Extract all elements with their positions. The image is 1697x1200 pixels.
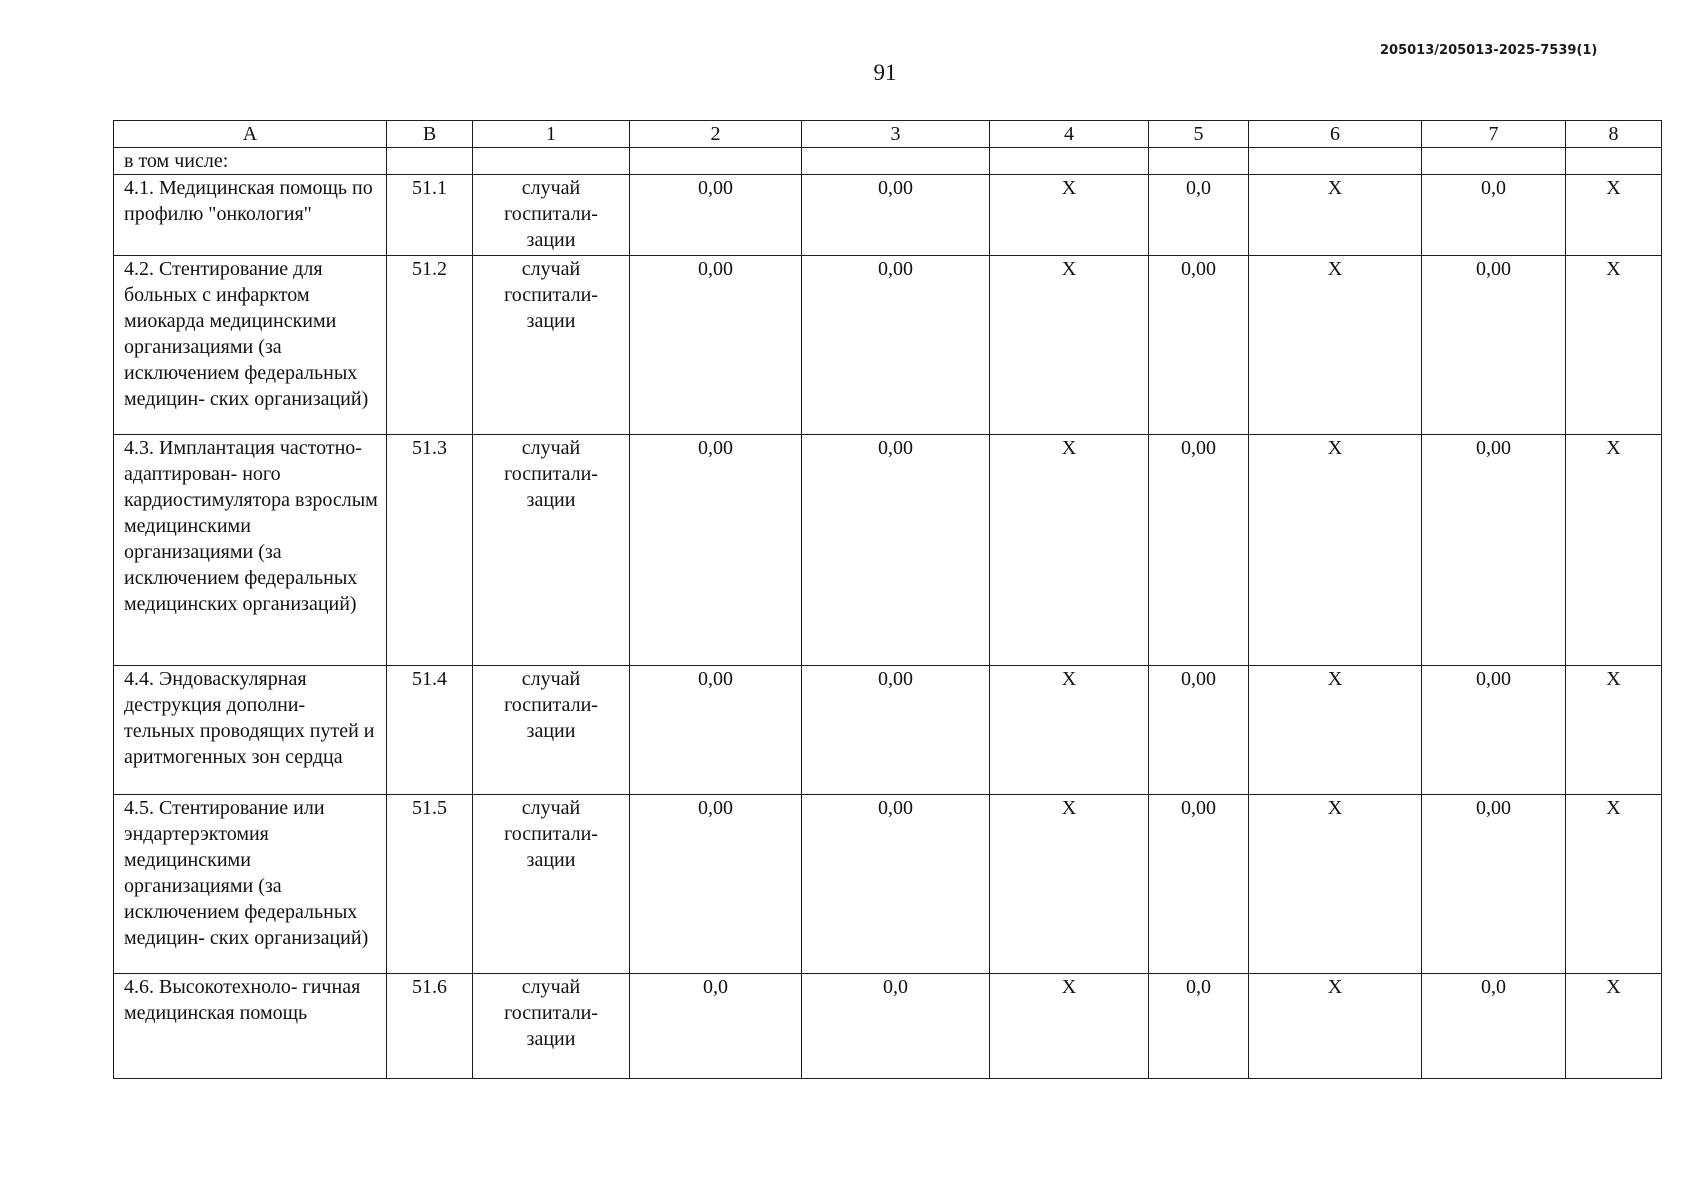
value-cell-3: 0,00 bbox=[802, 666, 990, 795]
value-cell-2: 0,00 bbox=[630, 666, 802, 795]
value-cell-6: X bbox=[1249, 175, 1422, 256]
value-cell-4: X bbox=[990, 435, 1149, 666]
value-cell-7: 0,0 bbox=[1422, 175, 1566, 256]
row-unit-cell: случай госпитали- зации bbox=[473, 974, 630, 1079]
value-cell-6: X bbox=[1249, 435, 1422, 666]
value-cell-2: 0,00 bbox=[630, 256, 802, 435]
column-header: 5 bbox=[1149, 121, 1249, 148]
column-header: 7 bbox=[1422, 121, 1566, 148]
value-cell-5: 0,00 bbox=[1149, 256, 1249, 435]
empty-cell bbox=[1149, 148, 1249, 175]
page-number: 91 bbox=[873, 60, 897, 85]
empty-cell bbox=[1566, 148, 1662, 175]
column-header: 2 bbox=[630, 121, 802, 148]
value-cell-6: X bbox=[1249, 666, 1422, 795]
value-cell-2: 0,0 bbox=[630, 974, 802, 1079]
empty-cell bbox=[990, 148, 1149, 175]
value-cell-4: X bbox=[990, 666, 1149, 795]
value-cell-8: X bbox=[1566, 795, 1662, 974]
row-name-cell: 4.2. Стентирование для больных с инфарктом миокарда медицинскими организациями (за исключением федеральных медицин- ских организаций) bbox=[114, 256, 387, 435]
value-cell-4: X bbox=[990, 256, 1149, 435]
column-header: 6 bbox=[1249, 121, 1422, 148]
value-cell-5: 0,00 bbox=[1149, 435, 1249, 666]
row-name-cell: 4.6. Высокотехноло- гичная медицинская помощь bbox=[114, 974, 387, 1079]
empty-cell bbox=[1249, 148, 1422, 175]
column-header: А bbox=[114, 121, 387, 148]
value-cell-5: 0,00 bbox=[1149, 795, 1249, 974]
empty-cell bbox=[473, 148, 630, 175]
row-code-cell: 51.5 bbox=[387, 795, 473, 974]
value-cell-2: 0,00 bbox=[630, 175, 802, 256]
value-cell-3: 0,00 bbox=[802, 795, 990, 974]
table-row bbox=[114, 175, 1662, 256]
document-id: 205013/205013-2025-7539(1) bbox=[1380, 43, 1598, 58]
column-header: 4 bbox=[990, 121, 1149, 148]
value-cell-5: 0,0 bbox=[1149, 974, 1249, 1079]
table-header-row bbox=[114, 121, 1662, 148]
table-row bbox=[114, 666, 1662, 795]
value-cell-7: 0,00 bbox=[1422, 795, 1566, 974]
subheading-cell: в том числе: bbox=[114, 148, 387, 175]
value-cell-5: 0,00 bbox=[1149, 666, 1249, 795]
row-name-cell: 4.3. Имплантация частотно-адаптирован- ного кардиостимулятора взрослым медицинскими организациями (за исключением федеральных медицинских организаций) bbox=[114, 435, 387, 666]
value-cell-4: X bbox=[990, 795, 1149, 974]
value-cell-2: 0,00 bbox=[630, 795, 802, 974]
table-row bbox=[114, 974, 1662, 1079]
value-cell-3: 0,00 bbox=[802, 175, 990, 256]
value-cell-6: X bbox=[1249, 974, 1422, 1079]
empty-cell bbox=[1422, 148, 1566, 175]
empty-cell bbox=[630, 148, 802, 175]
value-cell-7: 0,00 bbox=[1422, 256, 1566, 435]
table-row bbox=[114, 435, 1662, 666]
value-cell-3: 0,00 bbox=[802, 256, 990, 435]
value-cell-8: X bbox=[1566, 175, 1662, 256]
row-unit-cell: случай госпитали- зации bbox=[473, 256, 630, 435]
value-cell-3: 0,00 bbox=[802, 435, 990, 666]
value-cell-6: X bbox=[1249, 795, 1422, 974]
column-header: 1 bbox=[473, 121, 630, 148]
value-cell-3: 0,0 bbox=[802, 974, 990, 1079]
row-name-cell: 4.5. Стентирование или эндартерэктомия медицинскими организациями (за исключением федеральных медицин- ских организаций) bbox=[114, 795, 387, 974]
value-cell-5: 0,0 bbox=[1149, 175, 1249, 256]
row-unit-cell: случай госпитали- зации bbox=[473, 666, 630, 795]
row-unit-cell: случай госпитали- зации bbox=[473, 435, 630, 666]
value-cell-8: X bbox=[1566, 666, 1662, 795]
value-cell-7: 0,0 bbox=[1422, 974, 1566, 1079]
value-cell-4: X bbox=[990, 974, 1149, 1079]
value-cell-2: 0,00 bbox=[630, 435, 802, 666]
value-cell-8: X bbox=[1566, 256, 1662, 435]
column-header: 8 bbox=[1566, 121, 1662, 148]
column-header: 3 bbox=[802, 121, 990, 148]
row-code-cell: 51.6 bbox=[387, 974, 473, 1079]
value-cell-8: X bbox=[1566, 435, 1662, 666]
data-table bbox=[113, 120, 1662, 1079]
row-unit-cell: случай госпитали- зации bbox=[473, 795, 630, 974]
subheading-row bbox=[114, 148, 1662, 175]
empty-cell bbox=[387, 148, 473, 175]
row-unit-cell: случай госпитали- зации bbox=[473, 175, 630, 256]
row-code-cell: 51.4 bbox=[387, 666, 473, 795]
value-cell-7: 0,00 bbox=[1422, 666, 1566, 795]
value-cell-4: X bbox=[990, 175, 1149, 256]
table-row bbox=[114, 256, 1662, 435]
table-row bbox=[114, 795, 1662, 974]
value-cell-6: X bbox=[1249, 256, 1422, 435]
row-code-cell: 51.2 bbox=[387, 256, 473, 435]
row-code-cell: 51.3 bbox=[387, 435, 473, 666]
value-cell-7: 0,00 bbox=[1422, 435, 1566, 666]
column-header: В bbox=[387, 121, 473, 148]
value-cell-8: X bbox=[1566, 974, 1662, 1079]
row-name-cell: 4.1. Медицинская помощь по профилю "онкология" bbox=[114, 175, 387, 256]
row-name-cell: 4.4. Эндоваскулярная деструкция дополни- тельных проводящих путей и аритмогенных зон сердца bbox=[114, 666, 387, 795]
empty-cell bbox=[802, 148, 990, 175]
row-code-cell: 51.1 bbox=[387, 175, 473, 256]
